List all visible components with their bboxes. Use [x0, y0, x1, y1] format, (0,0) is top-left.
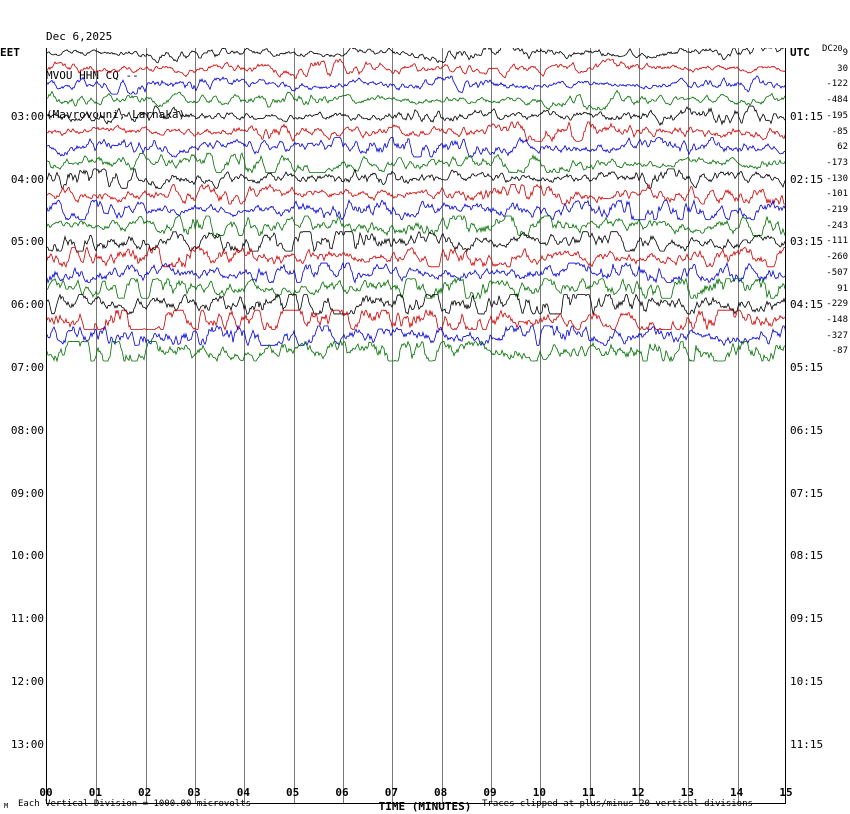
x-tick-label: 15: [779, 786, 793, 799]
x-tick-label: 11: [582, 786, 596, 799]
dc-text: DC: [822, 44, 833, 54]
x-tick-label: 05: [286, 786, 300, 799]
footer-clip-note: Traces clipped at plus/minus 20 vertical divisions: [482, 799, 753, 809]
dc-value: -484: [826, 95, 848, 106]
left-hour-label: 06:00: [10, 298, 44, 312]
dc-scale: 20: [832, 44, 843, 53]
left-hour-label: 10:00: [10, 549, 44, 563]
right-hour-label: 02:15: [790, 172, 824, 186]
x-tick-label: 07: [384, 786, 398, 799]
dc-value: -130: [826, 173, 848, 184]
dc-value: -243: [826, 220, 848, 231]
left-hour-label: 08:00: [10, 423, 44, 437]
x-tick-label: 12: [631, 786, 645, 799]
right-hour-label: 06:15: [790, 423, 824, 437]
x-tick-label: 00: [39, 786, 53, 799]
dc-value: -507: [826, 267, 848, 278]
right-timezone-label: UTC: [790, 46, 810, 59]
x-axis-ticks: [39, 786, 793, 800]
helicorder-plot: [46, 48, 786, 804]
dc-value: 9: [842, 48, 848, 58]
x-tick-label: 10: [532, 786, 546, 799]
x-tick-label: 03: [187, 786, 201, 799]
dc-value: -195: [826, 110, 848, 121]
dc-value: -327: [826, 330, 848, 341]
dc-value: -173: [826, 157, 848, 168]
left-hour-label: 12:00: [10, 675, 44, 688]
x-tick-label: 14: [730, 786, 744, 799]
right-hour-label: 10:15: [790, 675, 824, 688]
left-hour-label: 11:00: [10, 612, 44, 626]
right-hour-label: 04:15: [790, 298, 824, 312]
dc-value: -229: [826, 299, 848, 310]
right-hour-label: 11:15: [790, 737, 824, 751]
left-hour-label: 04:00: [10, 172, 44, 186]
x-tick-label: 13: [680, 786, 694, 799]
right-hour-label: 07:15: [790, 486, 824, 500]
footer-corner-mark: M: [4, 802, 9, 810]
header-station: MVOU HHN CQ --: [46, 69, 139, 82]
x-tick-label: 04: [236, 786, 250, 799]
dc-value: -260: [826, 252, 848, 263]
left-hour-label: 09:00: [10, 486, 44, 500]
left-hour-label: 05:00: [10, 235, 44, 249]
dc-value: -111: [826, 236, 848, 247]
header-location: (Mavrovouni, Larnaka): [46, 108, 186, 121]
left-hour-label: 03:00: [10, 109, 44, 123]
left-hour-label: 13:00: [10, 737, 44, 751]
right-hour-label: 05:15: [790, 361, 824, 374]
right-hour-label: 08:15: [790, 549, 824, 563]
dc-value: -101: [826, 189, 848, 200]
x-axis-title: TIME (MINUTES): [378, 800, 472, 813]
dc-value: 30: [837, 63, 848, 74]
right-hour-label: 03:15: [790, 235, 824, 249]
dc-value: -219: [826, 205, 848, 215]
x-tick-label: 06: [335, 786, 349, 799]
footer-scale-note: Each Vertical Division = 1000.00 microvolts: [18, 799, 251, 809]
dc-value: -85: [831, 126, 848, 137]
dc-value: -87: [831, 346, 848, 357]
dc-value: 62: [837, 142, 848, 153]
header-date: Dec 6,2025: [46, 30, 113, 43]
x-tick-label: 01: [88, 786, 102, 799]
left-hour-label: 07:00: [10, 361, 44, 374]
right-hour-label: 01:15: [790, 109, 824, 123]
dc-value: 91: [837, 283, 848, 294]
dc-value: -148: [826, 314, 848, 325]
dc-value: -122: [826, 79, 848, 90]
seismogram-traces: [47, 48, 786, 804]
left-timezone-label: EET: [0, 46, 20, 59]
right-hour-label: 09:15: [790, 612, 824, 626]
x-tick-label: 08: [434, 786, 448, 799]
x-tick-label: 02: [138, 786, 152, 799]
x-tick-label: 09: [483, 786, 497, 799]
